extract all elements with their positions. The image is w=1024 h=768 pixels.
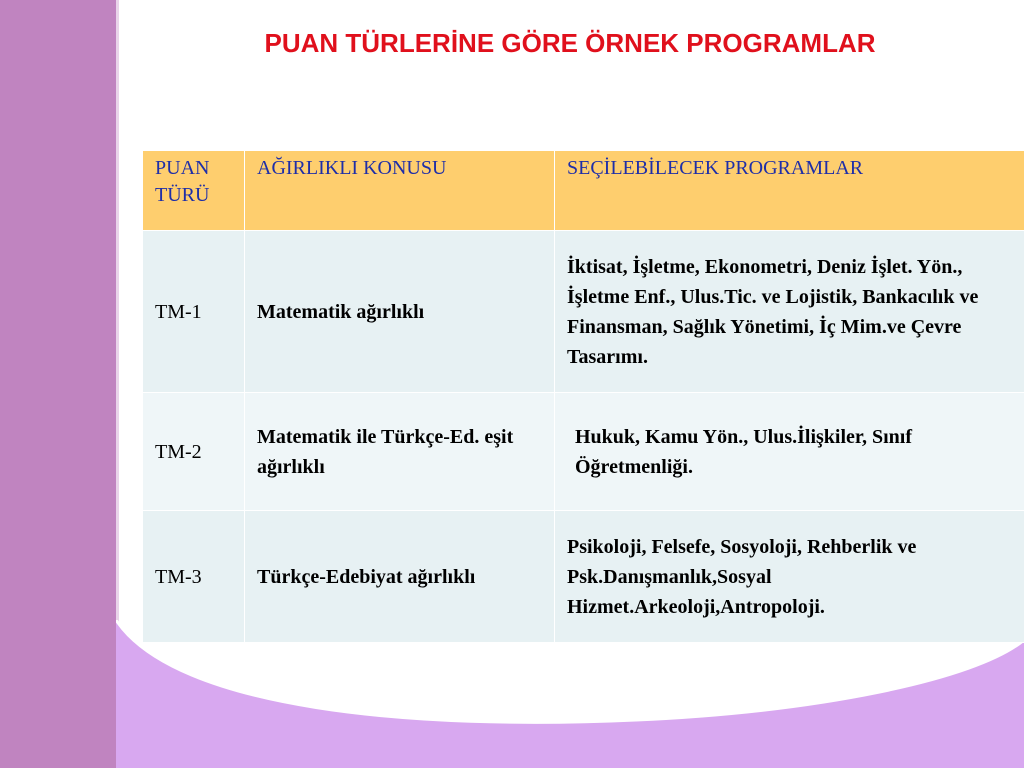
left-decorative-bar xyxy=(0,0,116,768)
table-row xyxy=(143,511,1024,643)
programs-cell: Hukuk, Kamu Yön., Ulus.İlişkiler, Sınıf Öğretmenliği. xyxy=(555,393,1024,511)
table-row xyxy=(143,231,1024,393)
header-secilebilecek-programlar: SEÇİLEBİLECEK PROGRAMLAR xyxy=(555,151,1024,231)
page-title: PUAN TÜRLERİNE GÖRE ÖRNEK PROGRAMLAR xyxy=(264,28,876,58)
programs-cell: Psikoloji, Felsefe, Sosyoloji, Rehberlik ve Psk.Danışmanlık,Sosyal Hizmet.Arkeoloji,Antropoloji. xyxy=(555,511,1024,643)
puan-turu-cell: TM-2 xyxy=(143,393,245,511)
puan-turu-cell: TM-3 xyxy=(143,511,245,643)
programs-cell: İktisat, İşletme, Ekonometri, Deniz İşlet. Yön., İşletme Enf., Ulus.Tic. ve Lojistik, Bankacılık ve Finansman, Sağlık Yönetimi, İç Mim.ve Çevre Tasarımı. xyxy=(555,231,1024,393)
subject-cell: Matematik ile Türkçe-Ed. eşit ağırlıklı xyxy=(245,393,555,511)
header-agirlikli-konusu: AĞIRLIKLI KONUSU xyxy=(245,151,555,231)
subject-cell: Matematik ağırlıklı xyxy=(245,231,555,393)
subject-cell: Türkçe-Edebiyat ağırlıklı xyxy=(245,511,555,643)
table-header-row xyxy=(143,151,1024,231)
table-row xyxy=(143,393,1024,511)
programs-table xyxy=(142,150,1024,643)
header-puan-turu: PUAN TÜRÜ xyxy=(143,151,245,231)
puan-turu-cell: TM-1 xyxy=(143,231,245,393)
